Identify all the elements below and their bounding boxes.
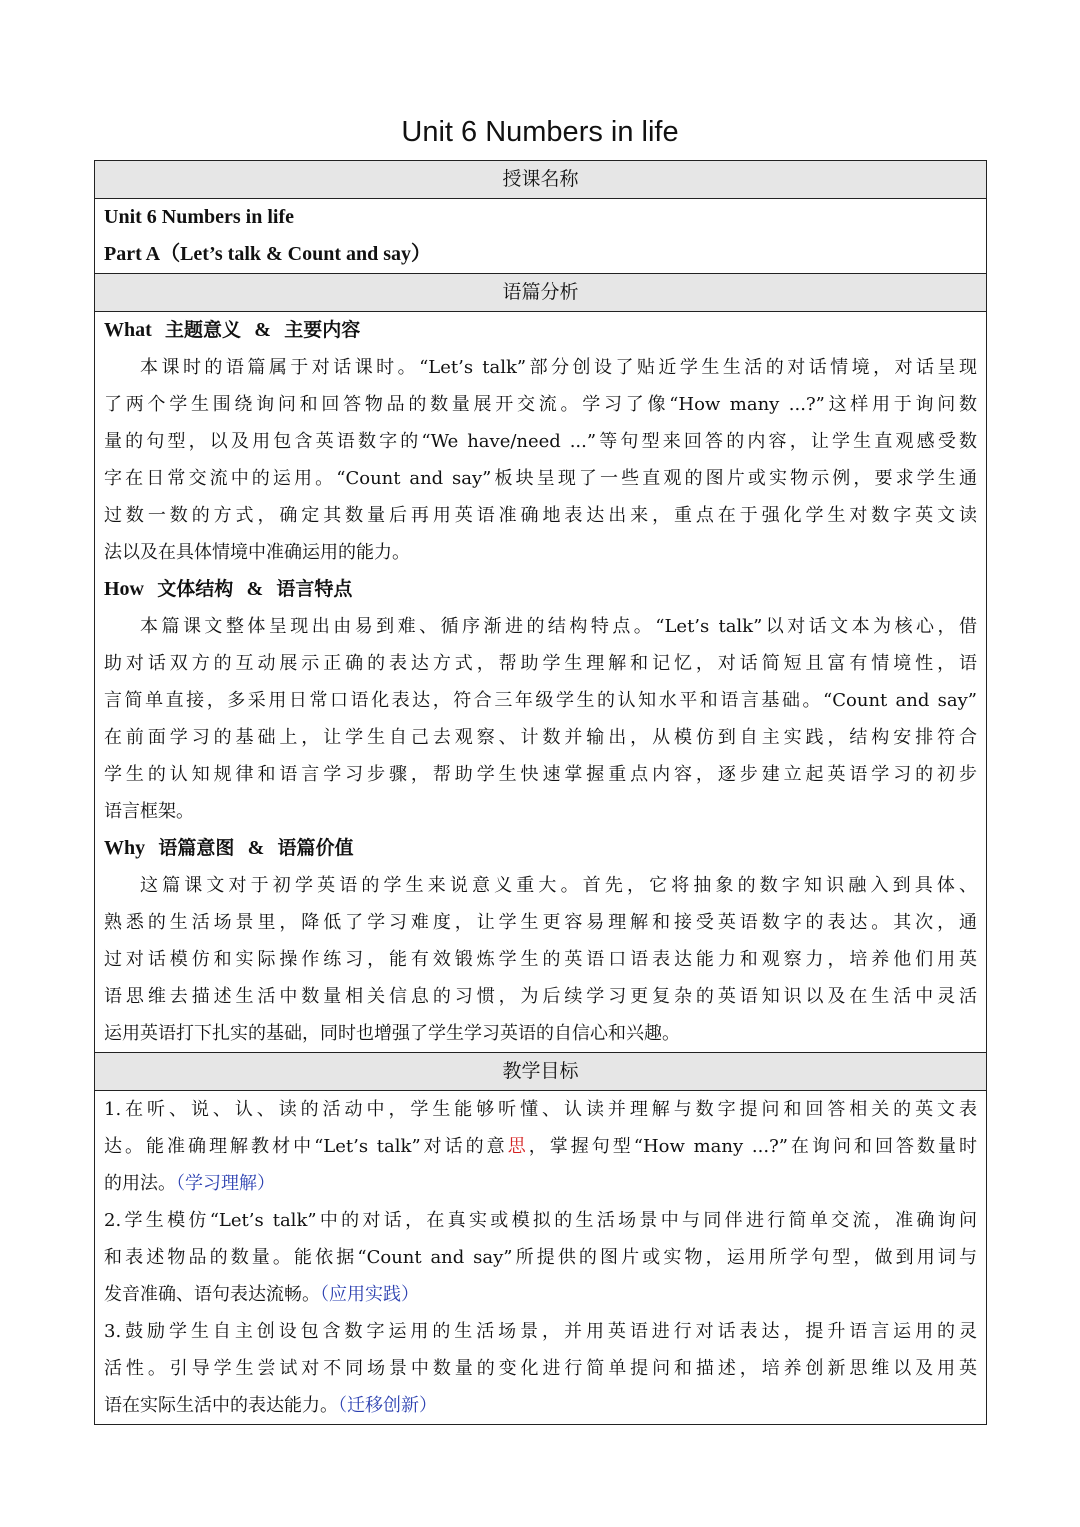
how-paragraph-line: 助对话双方的互动展示正确的表达方式，帮助学生理解和记忆，对话简短且富有情境性，语 [104, 653, 977, 674]
how-structure-label: 文体结构 [157, 578, 234, 600]
objective-3-tag: （迁移创新） [338, 1395, 437, 1416]
objective-1-line [104, 1165, 977, 1202]
how-label: How [104, 578, 144, 600]
course-unit-title: Unit 6 Numbers in life [104, 206, 294, 228]
how-language-label: 语言特点 [276, 578, 353, 600]
what-paragraph-line: 过数一数的方式，确定其数量后再用英语准确地表达出来，重点在于强化学生对数字英文读 [104, 505, 977, 526]
objective-1-highlight: 思 [507, 1136, 529, 1157]
objective-1-text: 达。能准确理解教材中“Let’s talk”对话的意 [104, 1136, 508, 1157]
objective-3-line [104, 1387, 977, 1424]
how-subheading [104, 571, 977, 608]
objective-1-text: ，掌握句型“How many ...?”在询问和回答数量时 [528, 1136, 977, 1157]
section-header-objectives: 教学目标 [95, 1053, 986, 1091]
what-amp: & [254, 319, 271, 341]
why-paragraph-line: 语思维去描述生活中数量相关信息的习惯，为后续学习更复杂的英语知识以及在生活中灵活 [104, 986, 977, 1007]
objectives-body [95, 1091, 986, 1424]
objective-3-line: 活性。引导学生尝试对不同场景中数量的变化进行简单提问和描述，培养创新思维以及用英 [104, 1358, 977, 1379]
objective-3-line: 3.鼓励学生自主创设包含数字运用的生活场景，并用英语进行对话表达，提升语言运用的灵 [104, 1321, 977, 1342]
how-paragraph-line: 在前面学习的基础上，让学生自己去观察、计数并输出，从模仿到自主实践，结构安排符合 [104, 727, 977, 748]
why-subheading [104, 830, 977, 867]
why-value-label: 语篇价值 [277, 837, 354, 859]
objective-3-text: 语在实际生活中的表达能力。 [104, 1395, 338, 1416]
why-intent-label: 语篇意图 [158, 837, 235, 859]
why-paragraph-line: 过对话模仿和实际操作练习，能有效锻炼学生的英语口语表达能力和观察力，培养他们用英 [104, 949, 977, 970]
why-label: Why [104, 837, 146, 859]
why-paragraph-line: 这篇课文对于初学英语的学生来说意义重大。首先，它将抽象的数字知识融入到具体、 [140, 875, 977, 896]
analysis-body [95, 312, 986, 1053]
how-paragraph-line: 言简单直接，多采用日常口语化表达，符合三年级学生的认知水平和语言基础。“Count and say” [104, 690, 977, 711]
objective-1-tag: （学习理解） [176, 1173, 275, 1194]
course-name-body [95, 199, 986, 274]
what-subheading [104, 312, 977, 349]
course-part-title: Part A（Let’s talk & Count and say） [104, 243, 432, 265]
how-paragraph-line: 学生的认知规律和语言学习步骤，帮助学生快速掌握重点内容，逐步建立起英语学习的初步 [104, 764, 977, 785]
how-paragraph-line: 语言框架。 [104, 801, 194, 822]
objective-2-text: 发音准确、语句表达流畅。 [104, 1284, 320, 1305]
how-amp: & [246, 578, 264, 600]
how-paragraph-line: 本篇课文整体呈现出由易到难、循序渐进的结构特点。“Let’s talk”以对话文本为核心，借 [140, 616, 977, 637]
objective-1-line: 1.在听、说、认、读的活动中，学生能够听懂、认读并理解与数字提问和回答相关的英文表 [104, 1099, 977, 1120]
section-header-analysis: 语篇分析 [95, 274, 986, 312]
lesson-plan-table [94, 160, 987, 1425]
what-theme-label: 主题意义 [165, 319, 242, 341]
what-paragraph-line: 了两个学生围绕询问和回答物品的数量展开交流。学习了像“How many ...?”这样用于询问数 [104, 394, 977, 415]
objective-1-text: 的用法。 [104, 1173, 176, 1194]
what-paragraph-line: 法以及在具体情境中准确运用的能力。 [104, 542, 410, 563]
what-paragraph-line: 量的句型，以及用包含英语数字的“We have/need ...”等句型来回答的内容，让学生直观感受数 [104, 431, 977, 452]
what-label: What [104, 319, 152, 341]
objective-2-line: 2.学生模仿“Let’s talk”中的对话，在真实或模拟的生活场景中与同伴进行简单交流，准确询问 [104, 1210, 977, 1231]
why-paragraph-line: 熟悉的生活场景里，降低了学习难度，让学生更容易理解和接受英语数字的表达。其次，通 [104, 912, 977, 933]
why-amp: & [247, 837, 265, 859]
objective-1-line [104, 1128, 977, 1165]
what-content-label: 主要内容 [284, 319, 361, 341]
document-title: Unit 6 Numbers in life [401, 116, 679, 148]
section-header-course-name: 授课名称 [95, 161, 986, 199]
objective-2-line: 和表述物品的数量。能依据“Count and say”所提供的图片或实物，运用所学句型，做到用词与 [104, 1247, 977, 1268]
what-paragraph-line: 本课时的语篇属于对话课时。“Let’s talk”部分创设了贴近学生生活的对话情境，对话呈现 [140, 357, 977, 378]
objective-2-tag: （应用实践） [320, 1284, 419, 1305]
what-paragraph-line: 字在日常交流中的运用。“Count and say”板块呈现了一些直观的图片或实物示例，要求学生通 [104, 468, 977, 489]
objective-2-line [104, 1276, 977, 1313]
why-paragraph-line: 运用英语打下扎实的基础，同时也增强了学生学习英语的自信心和兴趣。 [104, 1023, 680, 1044]
